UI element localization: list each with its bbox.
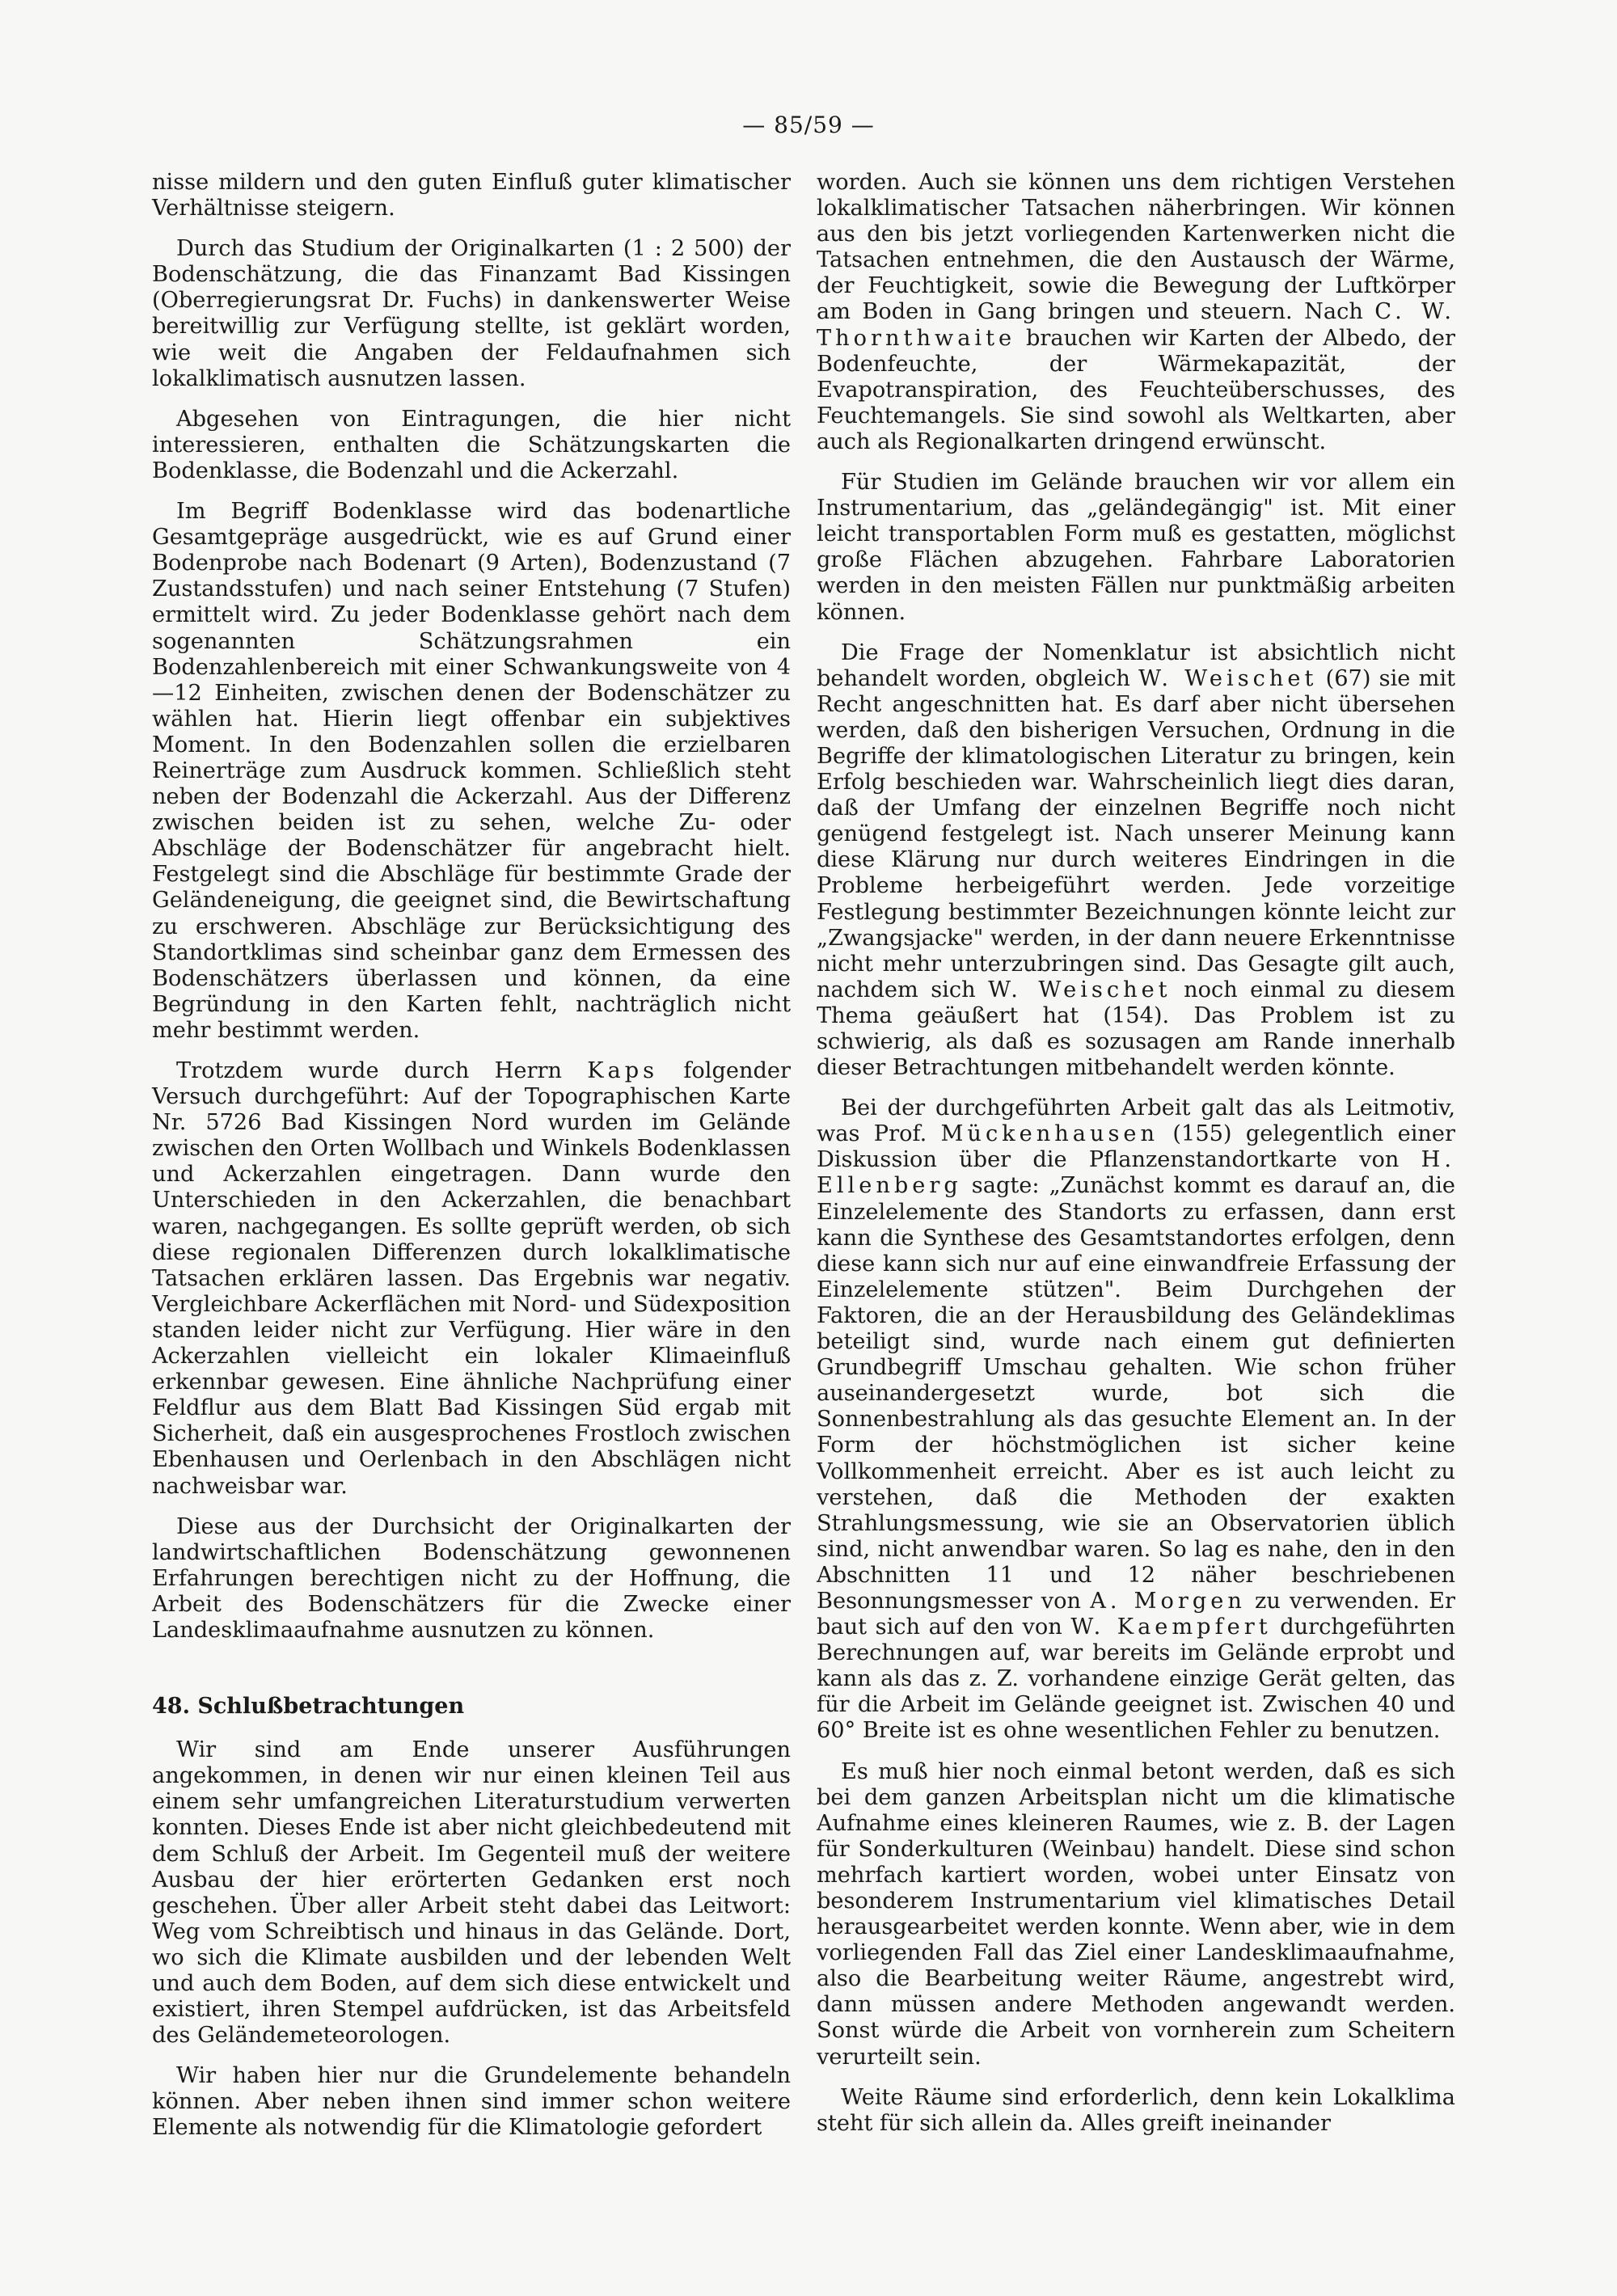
paragraph: Durch das Studium der Originalkarten (1 : 2 500) der Bodenschätzung, die das Finanzamt Bad Kissingen (Oberregierungsrat Dr. Fuchs) in dankenswerter Weise bereitwillig zur Verfügung stellte, ist geklärt worden, wie weit die Angaben der Feldaufnahmen sich lokalklimatisch ausnutzen lassen.: [152, 236, 791, 391]
paragraph: Wir haben hier nur die Grundelemente behandeln können. Aber neben ihnen sind immer schon weitere Elemente als notwendig für die Klimatologie gefordert: [152, 2063, 791, 2141]
text-run: (67) sie mit Recht angeschnitten hat. Es darf aber nicht übersehen werden, daß den bisherigen Versuchen, Ordnung in die Begriffe der klimatologischen Literatur zu bringen, kein Erfolg beschieden war. Wahrscheinlich liegt dies daran, daß der Umfang der einzelnen Begriffe noch nicht genügend festgelegt ist. Nach unserer Meinung kann diese Klärung nur durch weiteres Eindringen in die Probleme herbeigeführt werden. Jede vorzeitige Festlegung bestimmter Bezeichnungen könnte leicht zur „Zwangsjacke" werden, in der dann neuere Erkenntnisse nicht mehr unterzubringen sind. Das Gesagte gilt auch, nachdem sich: [817, 665, 1456, 1002]
paragraph: Für Studien im Gelände brauchen wir vor allem ein Instrumentarium, das „geländegängig" ist. Mit einer leicht transportablen Form muß es gestatten, möglichst große Flächen abzugehen. Fahrbare Laboratorien werden in den meisten Fällen nur punktmäßig arbeiten können.: [817, 470, 1455, 625]
text-run: Die Frage der Nomenklatur ist absichtlich nicht behandelt worden, obgleich: [817, 639, 1455, 691]
person-name: W. Kaempfert: [1070, 1614, 1272, 1640]
person-name: Kaps: [587, 1058, 659, 1083]
paragraph: [817, 640, 1455, 1082]
text-run: durchgeführten Berechnungen auf, war bereits im Gelände erprobt und kann als das z. Z. vorhandene einzige Gerät gelten, das für die Arbeit im Gelände geeignet ist. Zwischen 40 und 60° Breite ist es ohne wesentlichen Fehler zu benutzen.: [817, 1614, 1455, 1744]
paragraph: [152, 1058, 791, 1500]
paragraph: Wir sind am Ende unserer Ausführungen angekommen, in denen wir nur einen kleinen Teil aus einem sehr umfangreichen Literaturstudium verwerten konnten. Dieses Ende ist aber nicht gleichbedeutend mit dem Schluß der Arbeit. Im Gegenteil muß der weitere Ausbau der hier erörterten Gedanken erst noch geschehen. Über aller Arbeit steht dabei das Leitwort: Weg vom Schreibtisch und hinaus in das Gelände. Dort, wo sich die Klimate ausbilden und der lebenden Welt und auch dem Boden, auf dem sich diese entwickelt und existiert, ihren Stempel aufdrücken, ist das Arbeitsfeld des Geländemeteorologen.: [152, 1737, 791, 2049]
text-run: Trotzdem wurde durch Herrn: [176, 1058, 588, 1083]
text-run: brauchen wir Karten der Albedo, der Bodenfeuchte, der Wärmekapazität, der Evapotranspiration, des Feuchteüberschusses, des Feuchtemangels. Sie sind sowohl als Weltkarten, aber auch als Regionalkarten dringend erwünscht.: [817, 325, 1455, 454]
person-name: Mückenhausen: [940, 1121, 1159, 1147]
text-run: zu verwenden. Er baut sich auf den von: [817, 1588, 1456, 1640]
person-name: H. Ellenberg: [817, 1147, 1455, 1199]
person-name: W. Weischet: [988, 977, 1172, 1002]
text-run: worden. Auch sie können uns dem richtigen Verstehen lokalklimatischer Tatsachen näherbringen. Wir können aus den bis jetzt vorliegenden Kartenwerken nicht die Tatsachen entnehmen, die den Austausch der Wärme, der Feuchtigkeit, sowie die Bewegung der Luftkörper am Boden in Gang bringen und steuern. Nach: [817, 170, 1455, 325]
paragraph: Abgesehen von Eintragungen, die hier nicht interessieren, enthalten die Schätzungskarten die Bodenklasse, die Bodenzahl und die Ackerzahl.: [152, 406, 791, 483]
paragraph: [817, 170, 1455, 455]
text-run: (155) gelegentlich einer Diskussion über die Pflanzenstandortkarte von: [817, 1121, 1455, 1173]
left-column: [152, 170, 791, 2156]
paragraph: [817, 1095, 1455, 1744]
person-name: A. Morgen: [1090, 1588, 1246, 1614]
paragraph: Im Begriff Bodenklasse wird das bodenartliche Gesamtgepräge ausgedrückt, wie es auf Grund einer Bodenprobe nach Bodenart (9 Arten), Bodenzustand (7 Zustandsstufen) und nach seiner Entstehung (7 Stufen) ermittelt wird. Zu jeder Bodenklasse gehört nach dem sogenannten Schätzungsrahmen ein Bodenzahlenbereich mit einer Schwankungsweite von 4—12 Einheiten, zwischen denen der Bodenschätzer zu wählen hat. Hierin liegt offenbar ein subjektives Moment. In den Bodenzahlen sollen die erzielbaren Reinerträge zum Ausdruck kommen. Schließlich steht neben der Bodenzahl die Ackerzahl. Aus der Differenz zwischen beiden ist zu sehen, welche Zu- oder Abschläge der Bodenschätzer für angebracht hielt. Festgelegt sind die Abschläge für bestimmte Grade der Geländeneigung, die geeignet sind, die Bewirtschaftung zu erschweren. Abschläge zur Berücksichtigung des Standortklimas sind scheinbar ganz dem Ermessen des Bodenschätzers überlassen und können, da eine Begründung in den Karten fehlt, nachträglich nicht mehr bestimmt werden.: [152, 499, 791, 1043]
right-column: [817, 170, 1455, 2151]
paragraph: Es muß hier noch einmal betont werden, daß es sich bei dem ganzen Arbeitsplan nicht um die klimatische Aufnahme eines kleineren Raumes, wie z. B. der Lagen für Sonderkulturen (Weinbau) handelt. Diese sind schon mehrfach kartiert worden, wobei unter Einsatz von besonderem Instrumentarium viel klimatisches Detail herausgearbeitet werden konnte. Wenn aber, wie in dem vorliegenden Fall das Ziel einer Landesklimaaufnahme, also die Bearbeitung weiter Räume, angestrebt wird, dann müssen andere Methoden angewandt werden. Sonst würde die Arbeit von vornherein zum Scheitern verurteilt sein.: [817, 1758, 1455, 2070]
paragraph: nisse mildern und den guten Einfluß guter klimatischer Verhältnisse steigern.: [152, 170, 791, 222]
paragraph: Diese aus der Durchsicht der Originalkarten der landwirtschaftlichen Bodenschätzung gewonnenen Erfahrungen berechtigen nicht zu der Hoffnung, die Arbeit des Bodenschätzers für die Zwecke einer Landesklimaaufnahme ausnutzen zu können.: [152, 1513, 791, 1643]
paragraph: Weite Räume sind erforderlich, denn kein Lokalklima steht für sich allein da. Alles greift ineinander: [817, 2084, 1455, 2136]
person-name: W. Weischet: [1138, 665, 1318, 691]
text-run: Bei der durchgeführten Arbeit galt das als Leitmotiv, was Prof.: [817, 1095, 1455, 1147]
text-run: sagte: „Zunächst kommt es darauf an, die Einzelelemente des Standorts zu erfassen, dann erst kann die Synthese des Gesamtstandortes erfolgen, denn diese kann sich nur auf eine einwandfreie Erfassung der Einzelelemente stützen". Beim Durchgehen der Faktoren, die an der Herausbildung des Geländeklimas beteiligt sind, wurde nach einem gut definierten Grundbegriff Umschau gehalten. Wie schon früher auseinandergesetzt wurde, bot sich die Sonnenbestrahlung als das gesuchte Element an. In der Form der höchstmöglichen ist sicher keine Vollkommenheit erreicht. Aber es ist auch leicht zu verstehen, daß die Methoden der exakten Strahlungsmessung, wie sie an Observatorien üblich sind, nicht anwendbar waren. So lag es nahe, den in den Abschnitten 11 und 12 näher beschriebenen Besonnungsmesser von: [817, 1173, 1455, 1614]
person-name: C. W. Thornthwaite: [817, 299, 1455, 351]
section-heading: 48. Schlußbetrachtungen: [152, 1694, 465, 1720]
text-run: folgender Versuch durchgeführt: Auf der Topographischen Karte Nr. 5726 Bad Kissingen Nord wurden im Gelände zwischen den Orten Wollbach und Winkels Bodenklassen und Ackerzahlen eingetragen. Dann wurde den Unterschieden in den Ackerzahlen, die benachbart waren, nachgegangen. Es sollte geprüft werden, ob sich diese regionalen Differenzen durch lokalklimatische Tatsachen erklären lassen. Das Ergebnis war negativ. Vergleichbare Ackerflächen mit Nord- und Südexposition standen leider nicht zur Verfügung. Hier wäre in den Ackerzahlen vielleicht ein lokaler Klimaeinfluß erkennbar gewesen. Eine ähnliche Nachprüfung einer Feldflur aus dem Blatt Bad Kissingen Süd ergab mit Sicherheit, daß ein ausgesprochenes Frostloch zwischen Ebenhausen und Oerlenbach in den Abschlägen nicht nachweisbar war.: [152, 1058, 791, 1499]
page-number: — 85/59 —: [742, 112, 875, 138]
text-run: noch einmal zu diesem Thema geäußert hat (154). Das Problem ist zu schwierig, als daß es sozusagen am Rande innerhalb dieser Betrachtungen mitbehandelt werden könnte.: [817, 977, 1455, 1081]
